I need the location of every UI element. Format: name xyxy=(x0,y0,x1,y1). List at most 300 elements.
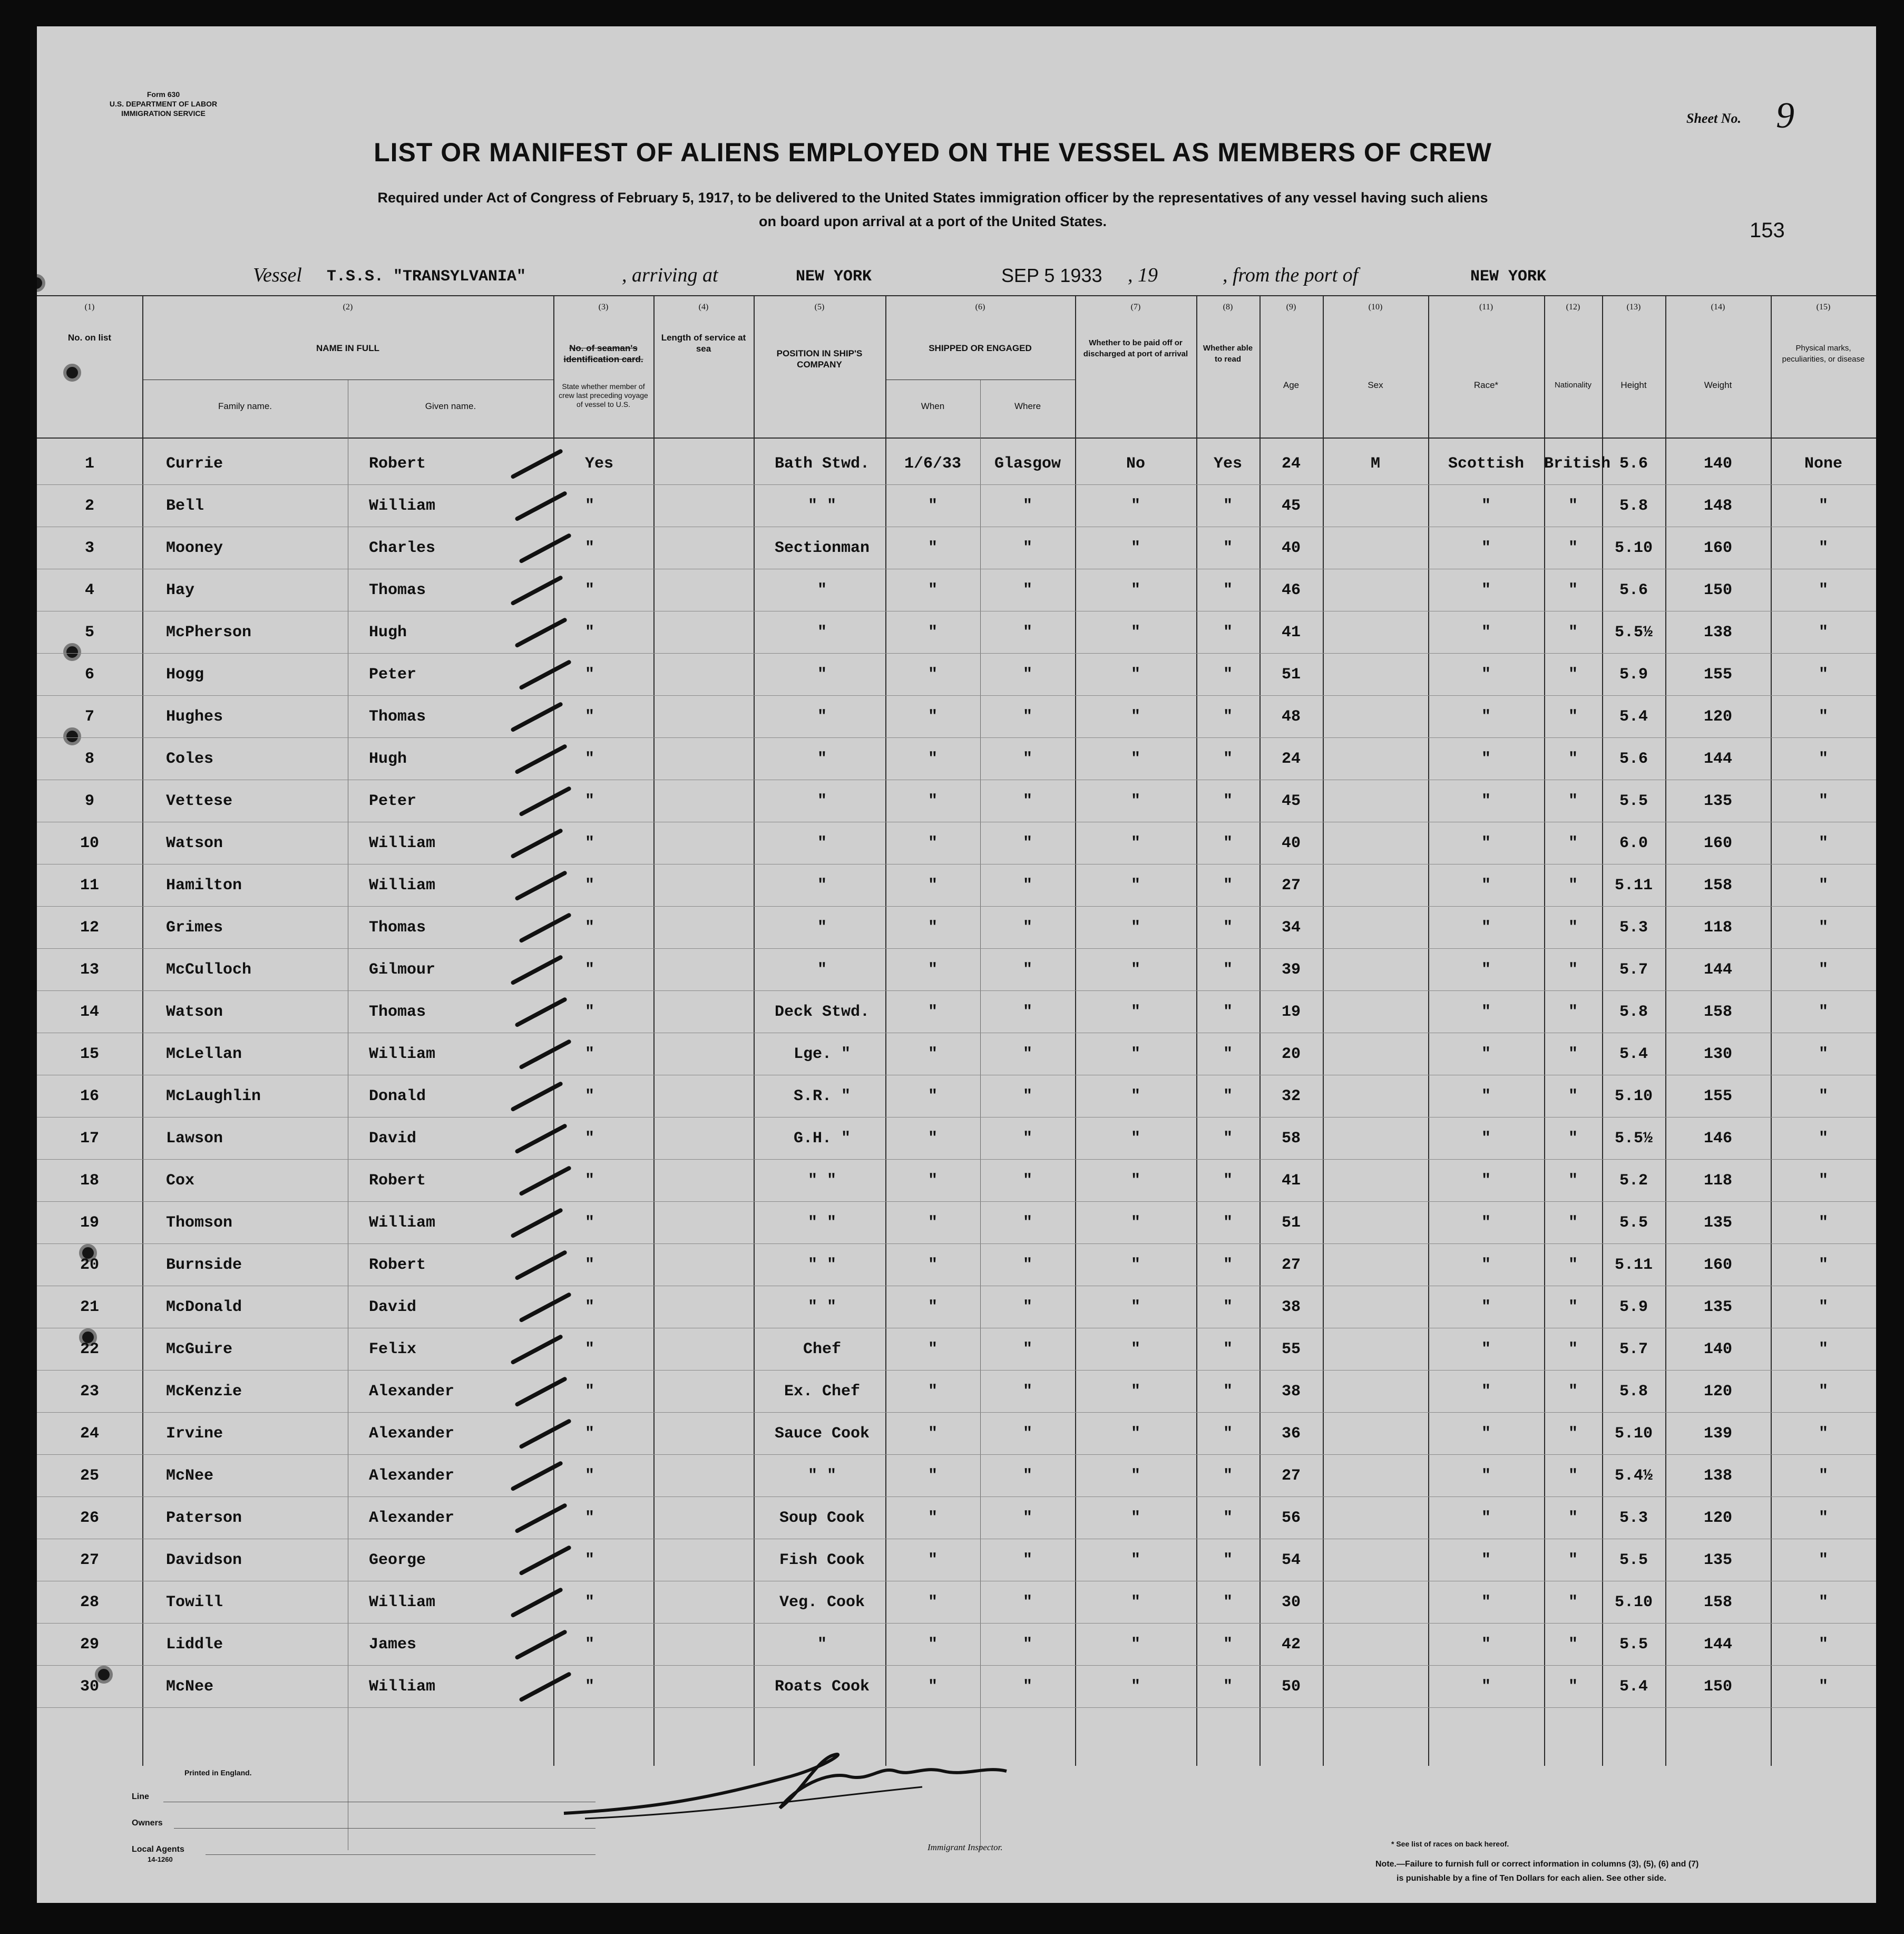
cell-where: " xyxy=(1022,877,1032,895)
manifest-sheet xyxy=(37,26,1876,1903)
cell-marks: " xyxy=(1818,1087,1828,1105)
cell-paid: " xyxy=(1130,750,1140,768)
cell-given: Charles xyxy=(369,539,436,557)
cell-where: " xyxy=(1022,1087,1032,1105)
cell-no: 26 xyxy=(80,1509,99,1527)
cell-prev: " xyxy=(585,1593,595,1611)
cell-position: " " xyxy=(807,1256,836,1274)
cell-weight: 138 xyxy=(1703,624,1732,642)
col-num: (3) xyxy=(598,303,609,312)
cell-age: 50 xyxy=(1281,1678,1301,1696)
cell-height: 5.10 xyxy=(1614,1087,1653,1105)
cell-height: 5.5 xyxy=(1619,1551,1648,1569)
cell-race: " xyxy=(1481,1340,1491,1358)
cell-paid: " xyxy=(1130,1383,1140,1401)
cell-given: Peter xyxy=(369,666,417,684)
cell-age: 41 xyxy=(1281,1172,1301,1190)
cell-age: 48 xyxy=(1281,708,1301,726)
cell-marks: " xyxy=(1818,877,1828,895)
cell-no: 16 xyxy=(80,1087,99,1105)
subtitle-line-1: Required under Act of Congress of February 5, 1917, to be delivered to the United States immigration officer by the representatives of any vessel having such aliens xyxy=(377,190,1488,206)
cell-given: James xyxy=(369,1636,417,1654)
cell-read: " xyxy=(1223,961,1233,979)
cell-marks: " xyxy=(1818,497,1828,515)
cell-when: " xyxy=(927,1467,938,1485)
cell-family: McLaughlin xyxy=(166,1087,261,1105)
printed-in: Printed in England. xyxy=(184,1768,252,1777)
cell-when: 1/6/33 xyxy=(904,455,962,473)
cell-sex xyxy=(1323,991,1428,1033)
cell-race: " xyxy=(1481,1003,1491,1021)
cell-read: " xyxy=(1223,497,1233,515)
cell-height: 5.6 xyxy=(1619,581,1648,599)
cell-weight: 158 xyxy=(1703,1593,1732,1611)
cell-paid: " xyxy=(1130,1256,1140,1274)
cell-no: 10 xyxy=(80,834,99,852)
cell-weight: 160 xyxy=(1703,539,1732,557)
cell-no: 24 xyxy=(80,1425,99,1443)
cell-when: " xyxy=(927,1636,938,1654)
cell-nationality: " xyxy=(1568,1467,1578,1485)
cell-age: 38 xyxy=(1281,1383,1301,1401)
cell-where: " xyxy=(1022,1045,1032,1063)
cell-read: " xyxy=(1223,1383,1233,1401)
cell-family: Currie xyxy=(166,455,223,473)
cell-given: Gilmour xyxy=(369,961,436,979)
cell-marks: " xyxy=(1818,708,1828,726)
cell-paid: " xyxy=(1130,834,1140,852)
cell-prev: " xyxy=(585,1636,595,1654)
cell-height: 5.6 xyxy=(1619,455,1648,473)
cell-race: " xyxy=(1481,961,1491,979)
cell-paid: " xyxy=(1130,961,1140,979)
cell-read: " xyxy=(1223,1551,1233,1569)
owners-label: Owners xyxy=(132,1819,163,1828)
col-num: (8) xyxy=(1223,303,1233,312)
cell-nationality: " xyxy=(1568,1636,1578,1654)
header-given-name: Given name. xyxy=(425,401,476,411)
table-row xyxy=(37,864,1876,907)
cell-age: 58 xyxy=(1281,1130,1301,1148)
cell-paid: " xyxy=(1130,1425,1140,1443)
cell-weight: 144 xyxy=(1703,750,1732,768)
cell-weight: 160 xyxy=(1703,834,1732,852)
header-no-on-list: No. on list xyxy=(67,333,112,343)
cell-when: " xyxy=(927,497,938,515)
cell-position: " xyxy=(817,1636,827,1654)
cell-paid: " xyxy=(1130,708,1140,726)
cell-race: " xyxy=(1481,877,1491,895)
cell-no: 12 xyxy=(80,919,99,937)
cell-position: " xyxy=(817,792,827,810)
cell-position: Fish Cook xyxy=(779,1551,865,1569)
table-row xyxy=(37,949,1876,991)
cell-given: Donald xyxy=(369,1087,426,1105)
cell-read: " xyxy=(1223,792,1233,810)
cell-weight: 120 xyxy=(1703,708,1732,726)
cell-prev: " xyxy=(585,961,595,979)
cell-read: " xyxy=(1223,1087,1233,1105)
cell-race: " xyxy=(1481,1509,1491,1527)
cell-read: " xyxy=(1223,750,1233,768)
cell-weight: 130 xyxy=(1703,1045,1732,1063)
cell-paid: " xyxy=(1130,1593,1140,1611)
cell-race: " xyxy=(1481,1045,1491,1063)
cell-family: Davidson xyxy=(166,1551,242,1569)
cell-where: " xyxy=(1022,581,1032,599)
cell-position: Sauce Cook xyxy=(774,1425,870,1443)
table-row xyxy=(37,1244,1876,1286)
cell-where: " xyxy=(1022,1003,1032,1021)
service-name: IMMIGRATION SERVICE xyxy=(121,109,206,118)
cell-race: " xyxy=(1481,1593,1491,1611)
note-line-1: Note.—Failure to furnish full or correct information in columns (3), (5), (6) and (7) xyxy=(1375,1860,1699,1869)
cell-paid: " xyxy=(1130,919,1140,937)
cell-no: 23 xyxy=(80,1383,99,1401)
cell-weight: 155 xyxy=(1703,1087,1732,1105)
table-row xyxy=(37,569,1876,611)
table-row xyxy=(37,1117,1876,1160)
arriving-label: , arriving at xyxy=(622,264,718,286)
cell-no: 8 xyxy=(84,750,94,768)
cell-where: " xyxy=(1022,834,1032,852)
cell-height: 5.4 xyxy=(1619,708,1648,726)
cell-when: " xyxy=(927,539,938,557)
cell-when: " xyxy=(927,1172,938,1190)
cell-where: " xyxy=(1022,1593,1032,1611)
cell-no: 27 xyxy=(80,1551,99,1569)
cell-nationality: " xyxy=(1568,750,1578,768)
cell-given: William xyxy=(369,877,436,895)
table-row xyxy=(37,1286,1876,1328)
cell-race: " xyxy=(1481,497,1491,515)
cell-race: " xyxy=(1481,919,1491,937)
cell-weight: 150 xyxy=(1703,1678,1732,1696)
table-row xyxy=(37,1624,1876,1666)
cell-race: " xyxy=(1481,1467,1491,1485)
header-age: Age xyxy=(1283,380,1300,390)
cell-no: 9 xyxy=(84,792,94,810)
cell-read: " xyxy=(1223,877,1233,895)
cell-where: " xyxy=(1022,1425,1032,1443)
cell-where: " xyxy=(1022,1509,1032,1527)
cell-nationality: " xyxy=(1568,1130,1578,1148)
from-label: , from the port of xyxy=(1223,264,1359,286)
cell-age: 40 xyxy=(1281,834,1301,852)
cell-age: 24 xyxy=(1281,455,1301,473)
cell-marks: " xyxy=(1818,666,1828,684)
cell-nationality: " xyxy=(1568,539,1578,557)
cell-sex xyxy=(1323,1244,1428,1286)
cell-read: Yes xyxy=(1213,455,1242,473)
cell-weight: 118 xyxy=(1703,1172,1732,1190)
cell-when: " xyxy=(927,919,938,937)
cell-marks: " xyxy=(1818,750,1828,768)
cell-no: 7 xyxy=(84,708,94,726)
cell-when: " xyxy=(927,1509,938,1527)
cell-age: 46 xyxy=(1281,581,1301,599)
cell-where: " xyxy=(1022,919,1032,937)
cell-height: 5.8 xyxy=(1619,1003,1648,1021)
cell-when: " xyxy=(927,1593,938,1611)
cell-nationality: " xyxy=(1568,1003,1578,1021)
cell-given: David xyxy=(369,1298,417,1316)
table-row xyxy=(37,907,1876,949)
cell-race: " xyxy=(1481,581,1491,599)
cell-no: 15 xyxy=(80,1045,99,1063)
cell-paid: " xyxy=(1130,1551,1140,1569)
table-row xyxy=(37,1160,1876,1202)
cell-sex xyxy=(1323,1413,1428,1455)
cell-family: Irvine xyxy=(166,1425,223,1443)
col-num: (5) xyxy=(814,303,825,312)
cell-prev: " xyxy=(585,1340,595,1358)
cell-sex xyxy=(1323,1666,1428,1708)
cell-sex xyxy=(1323,1328,1428,1371)
cell-sex xyxy=(1323,1371,1428,1413)
cell-age: 42 xyxy=(1281,1636,1301,1654)
cell-height: 5.11 xyxy=(1614,877,1653,895)
header-able-to-read: Whether able to read xyxy=(1203,344,1253,364)
cell-prev: " xyxy=(585,708,595,726)
cell-position: " xyxy=(817,834,827,852)
cell-age: 38 xyxy=(1281,1298,1301,1316)
cell-family: Grimes xyxy=(166,919,223,937)
cell-when: " xyxy=(927,1678,938,1696)
cell-no: 11 xyxy=(80,877,99,895)
cell-family: Vettese xyxy=(166,792,233,810)
agents-rule xyxy=(206,1854,595,1855)
cell-family: McDonald xyxy=(166,1298,242,1316)
header-previous-voyage: State whether member of crew last preceding voyage of vessel to U.S. xyxy=(559,382,648,409)
cell-prev: " xyxy=(585,919,595,937)
cell-when: " xyxy=(927,1130,938,1148)
cell-age: 51 xyxy=(1281,666,1301,684)
cell-no: 18 xyxy=(80,1172,99,1190)
cell-sex xyxy=(1323,949,1428,991)
cell-marks: " xyxy=(1818,539,1828,557)
cell-given: Alexander xyxy=(369,1467,455,1485)
cell-where: " xyxy=(1022,497,1032,515)
header-id-card-struck: No. of seaman's identification card. xyxy=(563,343,643,364)
arriving-port: NEW YORK xyxy=(796,268,872,286)
cell-no: 1 xyxy=(84,455,94,473)
local-agents-label: Local Agents xyxy=(132,1845,184,1854)
cell-marks: " xyxy=(1818,1003,1828,1021)
cell-no: 19 xyxy=(80,1214,99,1232)
cell-paid: " xyxy=(1130,1214,1140,1232)
cell-race: " xyxy=(1481,750,1491,768)
cell-family: McNee xyxy=(166,1678,214,1696)
cell-no: 29 xyxy=(80,1636,99,1654)
table-top-rule xyxy=(37,295,1876,296)
cell-paid: " xyxy=(1130,1636,1140,1654)
cell-no: 28 xyxy=(80,1593,99,1611)
cell-height: 5.5½ xyxy=(1614,624,1653,642)
cell-given: Robert xyxy=(369,455,426,473)
cell-race: " xyxy=(1481,1636,1491,1654)
cell-race: " xyxy=(1481,708,1491,726)
cell-where: " xyxy=(1022,750,1032,768)
sheet-label: Sheet No. xyxy=(1686,111,1741,126)
cell-height: 5.5 xyxy=(1619,1214,1648,1232)
cell-paid: " xyxy=(1130,792,1140,810)
cell-sex xyxy=(1323,1160,1428,1202)
cell-height: 5.2 xyxy=(1619,1172,1648,1190)
cell-given: William xyxy=(369,1045,436,1063)
cell-marks: " xyxy=(1818,624,1828,642)
cell-position: Ex. Chef xyxy=(784,1383,861,1401)
header-sex: Sex xyxy=(1368,380,1383,390)
cell-where: " xyxy=(1022,624,1032,642)
cell-height: 5.4 xyxy=(1619,1678,1648,1696)
cell-no: 4 xyxy=(84,581,94,599)
cell-sex xyxy=(1323,485,1428,527)
cell-prev: " xyxy=(585,750,595,768)
cell-paid: " xyxy=(1130,581,1140,599)
cell-position: Deck Stwd. xyxy=(774,1003,870,1021)
col-num: (10) xyxy=(1368,303,1383,312)
cell-given: Thomas xyxy=(369,1003,426,1021)
col-num: (12) xyxy=(1566,303,1580,312)
cell-no: 17 xyxy=(80,1130,99,1148)
header-when: When xyxy=(921,401,945,411)
cell-age: 41 xyxy=(1281,624,1301,642)
header-weight: Weight xyxy=(1704,380,1732,390)
col-num: (7) xyxy=(1130,303,1141,312)
cell-sex xyxy=(1323,780,1428,822)
cell-family: Liddle xyxy=(166,1636,223,1654)
cell-nationality: " xyxy=(1568,1298,1578,1316)
cell-given: William xyxy=(369,834,436,852)
cell-position: Lge. " xyxy=(793,1045,851,1063)
cell-paid: " xyxy=(1130,539,1140,557)
cell-age: 34 xyxy=(1281,919,1301,937)
cell-given: Thomas xyxy=(369,919,426,937)
cell-read: " xyxy=(1223,666,1233,684)
cell-no: 21 xyxy=(80,1298,99,1316)
table-row xyxy=(37,1075,1876,1117)
cell-paid: " xyxy=(1130,877,1140,895)
cell-given: George xyxy=(369,1551,426,1569)
cell-nationality: " xyxy=(1568,624,1578,642)
cell-race: " xyxy=(1481,792,1491,810)
cell-where: " xyxy=(1022,708,1032,726)
cell-paid: No xyxy=(1126,455,1145,473)
table-row xyxy=(37,1328,1876,1371)
cell-read: " xyxy=(1223,1340,1233,1358)
cell-prev: " xyxy=(585,877,595,895)
cell-prev: " xyxy=(585,666,595,684)
cell-when: " xyxy=(927,834,938,852)
cell-given: William xyxy=(369,497,436,515)
cell-no: 2 xyxy=(84,497,94,515)
cell-when: " xyxy=(927,624,938,642)
table-row xyxy=(37,1371,1876,1413)
cell-sex xyxy=(1323,654,1428,696)
sheet-number: 9 xyxy=(1776,95,1794,136)
table-row xyxy=(37,1539,1876,1581)
table-row xyxy=(37,654,1876,696)
cell-position: Chef xyxy=(803,1340,841,1358)
cell-family: McCulloch xyxy=(166,961,252,979)
cell-marks: " xyxy=(1818,1636,1828,1654)
subtitle-line-2: on board upon arrival at a port of the United States. xyxy=(758,213,1107,229)
cell-nationality: " xyxy=(1568,1678,1578,1696)
cell-height: 5.10 xyxy=(1614,1593,1653,1611)
cell-nationality: " xyxy=(1568,1383,1578,1401)
cell-position: " xyxy=(817,624,827,642)
table-row xyxy=(37,991,1876,1033)
cell-nationality: " xyxy=(1568,1425,1578,1443)
cell-race: " xyxy=(1481,539,1491,557)
cell-height: 6.0 xyxy=(1619,834,1648,852)
cell-age: 27 xyxy=(1281,877,1301,895)
cell-sex xyxy=(1323,696,1428,738)
cell-race: " xyxy=(1481,1087,1491,1105)
cell-position: " xyxy=(817,666,827,684)
cell-age: 30 xyxy=(1281,1593,1301,1611)
cell-read: " xyxy=(1223,1003,1233,1021)
cell-weight: 140 xyxy=(1703,455,1732,473)
cell-nationality: " xyxy=(1568,1340,1578,1358)
cell-when: " xyxy=(927,750,938,768)
inspector-label: Immigrant Inspector. xyxy=(927,1842,1003,1852)
cell-sex xyxy=(1323,1117,1428,1160)
cell-family: Paterson xyxy=(166,1509,242,1527)
cell-prev: " xyxy=(585,1087,595,1105)
stamp-number: 153 xyxy=(1750,219,1785,242)
cell-race: " xyxy=(1481,1551,1491,1569)
cell-weight: 135 xyxy=(1703,1214,1732,1232)
cell-when: " xyxy=(927,1298,938,1316)
cell-weight: 135 xyxy=(1703,792,1732,810)
cell-marks: " xyxy=(1818,1425,1828,1443)
cell-sex xyxy=(1323,527,1428,569)
cell-age: 20 xyxy=(1281,1045,1301,1063)
header-name-in-full: NAME IN FULL xyxy=(316,343,379,353)
table-row xyxy=(37,527,1876,569)
cell-age: 51 xyxy=(1281,1214,1301,1232)
cell-weight: 120 xyxy=(1703,1383,1732,1401)
cell-marks: " xyxy=(1818,1593,1828,1611)
races-note: * See list of races on back hereof. xyxy=(1391,1840,1509,1848)
cell-weight: 150 xyxy=(1703,581,1732,599)
cell-when: " xyxy=(927,1045,938,1063)
cell-weight: 158 xyxy=(1703,877,1732,895)
cell-when: " xyxy=(927,1551,938,1569)
cell-height: 5.4 xyxy=(1619,1045,1648,1063)
cell-sex xyxy=(1323,1624,1428,1666)
cell-family: Cox xyxy=(166,1172,195,1190)
cell-height: 5.10 xyxy=(1614,539,1653,557)
cell-position: Veg. Cook xyxy=(779,1593,865,1611)
cell-marks: " xyxy=(1818,1383,1828,1401)
cell-where: Glasgow xyxy=(994,455,1061,473)
cell-marks: None xyxy=(1804,455,1842,473)
table-row xyxy=(37,1497,1876,1539)
cell-given: Robert xyxy=(369,1256,426,1274)
cell-where: " xyxy=(1022,1256,1032,1274)
cell-marks: " xyxy=(1818,834,1828,852)
header-physical-marks: Physical marks, peculiarities, or disease xyxy=(1782,344,1865,364)
cell-age: 45 xyxy=(1281,497,1301,515)
cell-position: " xyxy=(817,708,827,726)
cell-given: William xyxy=(369,1678,436,1696)
cell-weight: 158 xyxy=(1703,1003,1732,1021)
cell-marks: " xyxy=(1818,1551,1828,1569)
cell-read: " xyxy=(1223,1678,1233,1696)
